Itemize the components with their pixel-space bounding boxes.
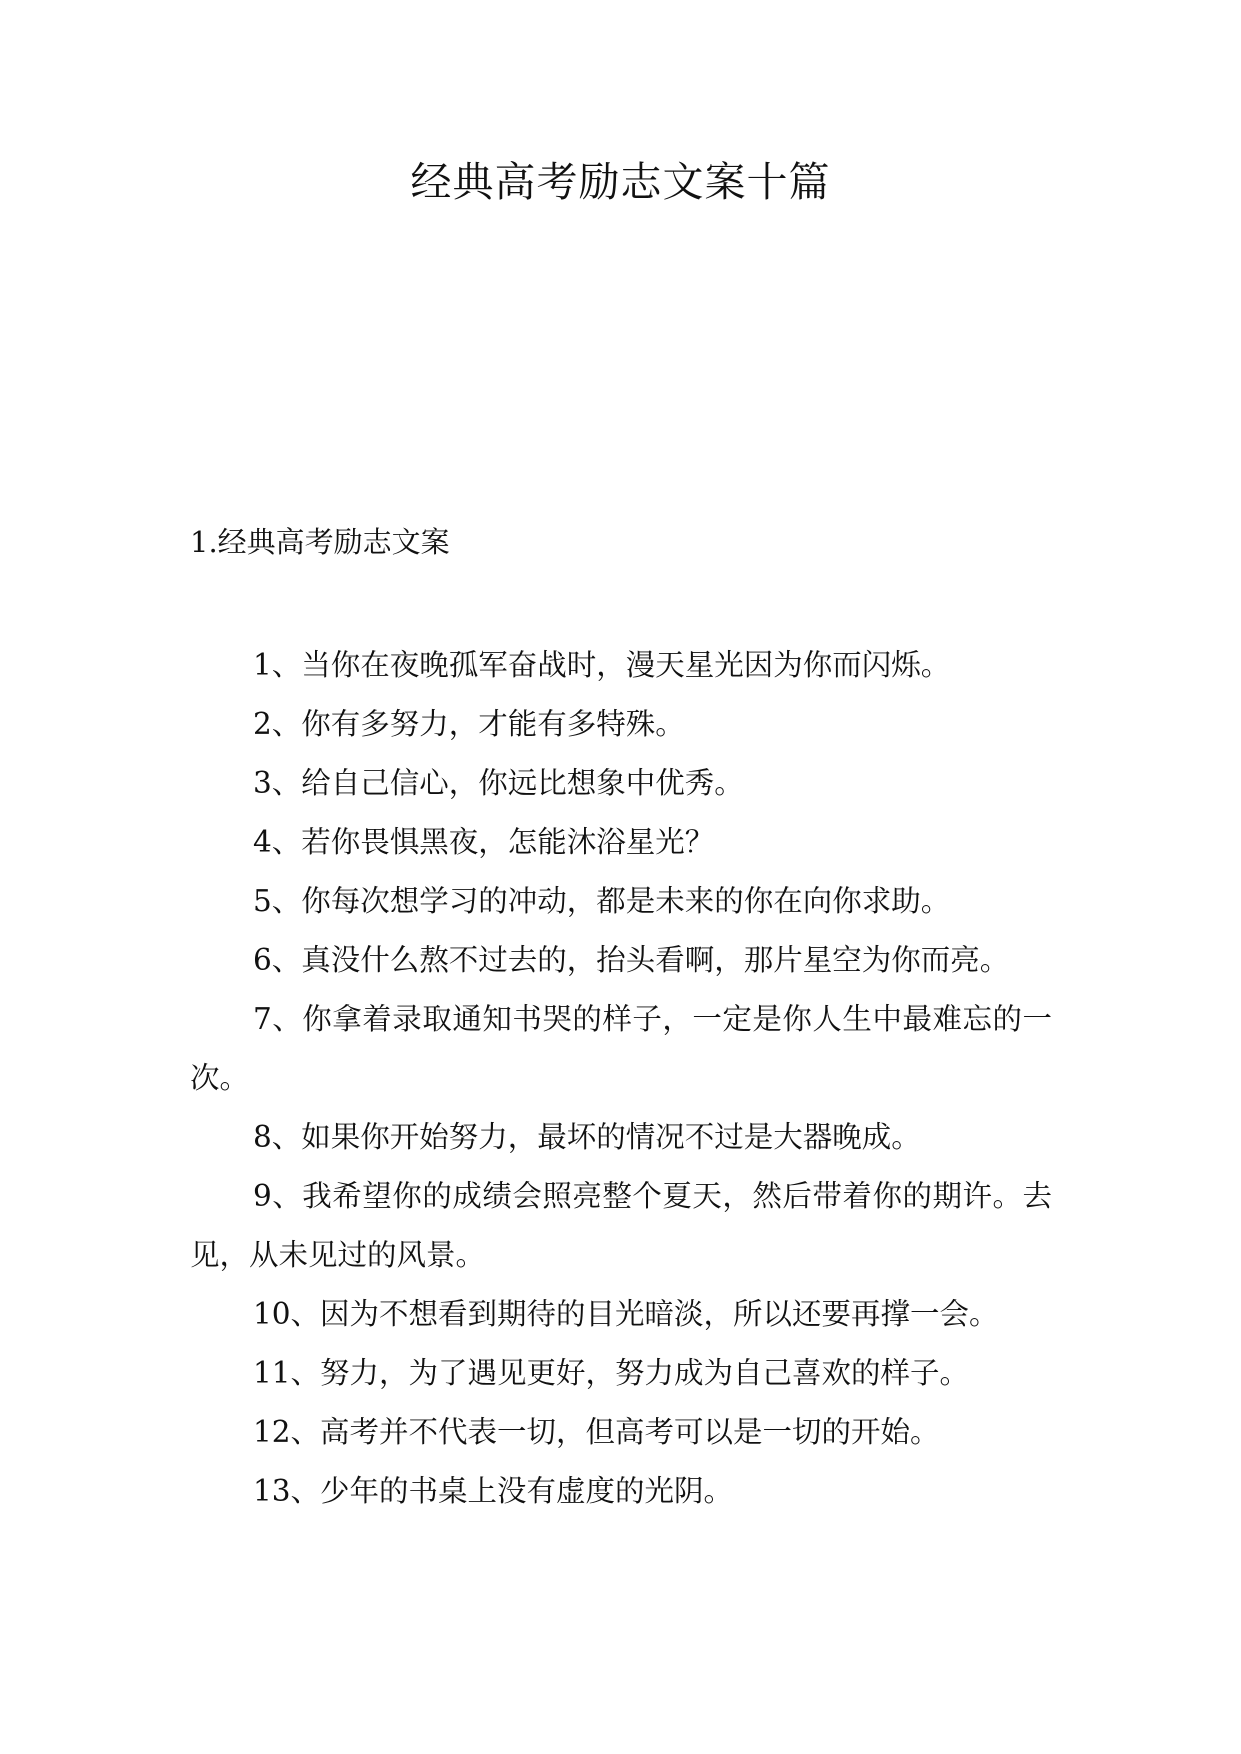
document-title: 经典高考励志文案十篇	[410, 158, 831, 206]
paragraph-4: 4、若你畏惧黑夜，怎能沐浴星光？	[253, 825, 715, 859]
paragraph-8: 8、如果你开始努力，最坏的情况不过是大器晚成。	[253, 1120, 921, 1154]
paragraph-11: 11、努力，为了遇见更好，努力成为自己喜欢的样子。	[253, 1356, 970, 1390]
paragraph-6: 6、真没什么熬不过去的，抬头看啊，那片星空为你而亮。	[253, 943, 1010, 977]
body-text	[190, 636, 1052, 1521]
paragraph-2: 2、你有多努力，才能有多特殊。	[253, 707, 685, 741]
paragraph-1: 1、当你在夜晚孤军奋战时，漫天星光因为你而闪烁。	[253, 648, 951, 682]
paragraph-13: 13、少年的书桌上没有虚度的光阴。	[253, 1474, 734, 1508]
paragraph-3: 3、给自己信心，你远比想象中优秀。	[253, 766, 744, 800]
paragraph-12: 12、高考并不代表一切，但高考可以是一切的开始。	[253, 1415, 940, 1449]
paragraph-10: 10、因为不想看到期待的目光暗淡，所以还要再撑一会。	[253, 1297, 999, 1331]
paragraph-9: 9、我希望你的成绩会照亮整个夏天，然后带着你的期许。去见，从未见过的风景。	[190, 1179, 1052, 1272]
paragraph-7: 7、你拿着录取通知书哭的样子，一定是你人生中最难忘的一次。	[190, 1002, 1052, 1095]
paragraph-5: 5、你每次想学习的冲动，都是未来的你在向你求助。	[253, 884, 951, 918]
section-heading: 1.经典高考励志文案	[190, 525, 450, 559]
